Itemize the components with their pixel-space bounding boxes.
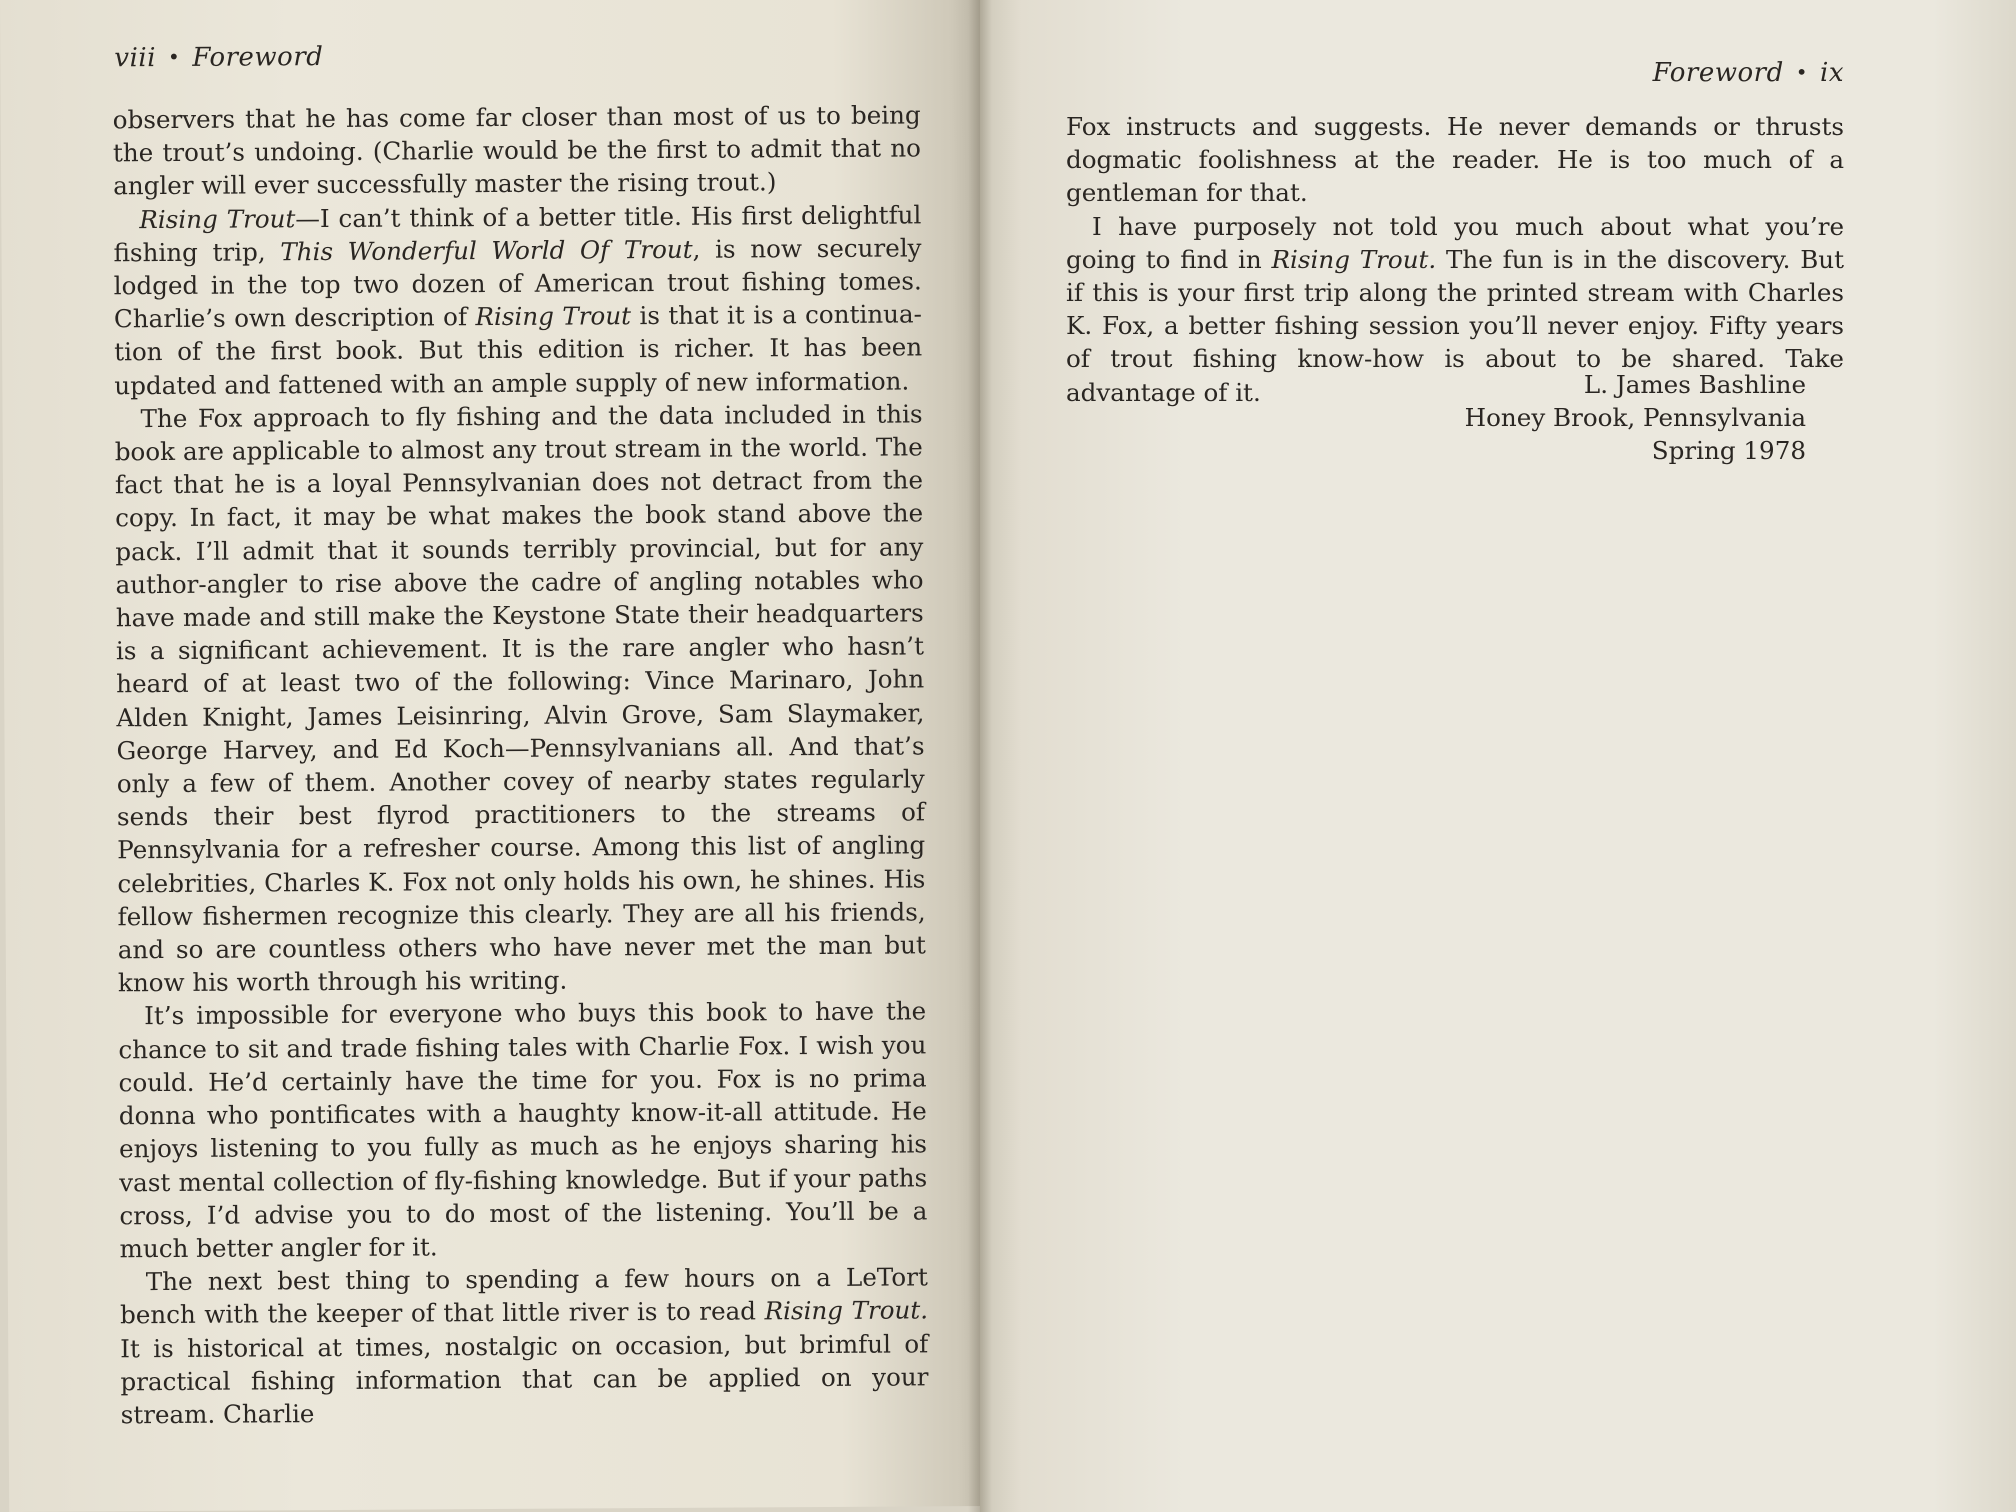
italic-title: Rising Trout. <box>764 1295 929 1326</box>
italic-title: Rising Trout <box>139 203 296 234</box>
text-run: The fun is in the discovery. But if this is your first trip along the printed stream with Charles K. Fox, a better fishing session you’ll never enjoy. Fifty years of trout fishing know-how is about to be shared. Take advantage of it. <box>1066 244 1845 407</box>
right-running-head-separator: • <box>1795 60 1809 84</box>
text-run: observers that he has come far closer than most of us to being the trout’s undoing. (Charlie would be the first to admit that no angler will ever successfully master the rising trout.) <box>112 100 922 201</box>
signature-block <box>1465 368 1806 467</box>
left-paragraph <box>118 995 928 1266</box>
right-page-number: ix <box>1820 58 1844 88</box>
right-body-text <box>1066 110 1844 409</box>
right-running-head <box>1653 58 1844 88</box>
italic-title: Rising Trout <box>475 301 632 332</box>
right-page <box>980 0 2016 1512</box>
text-run: The next best thing to spending a few hours on a LeTort bench with the keeper of that little river is to read <box>119 1262 928 1330</box>
signature-name: L. James Bashline <box>1583 370 1806 399</box>
text-run: The Fox approach to fly fishing and the data included in this book are applicable to almost any trout stream in the world. The fact that he is a loyal Pennsylvanian does not detract from the copy. In fact, it may be what makes the book stand above the pack. I’ll admit that it sounds terribly provincial, but for any author-angler to rise above the cadre of angling notables who have made and still make the Keystone State their headquarters is a significant achievement. It is the rare angler who hasn’t heard of at least two of the following: Vince Marinaro, John Alden Knight, James Leisinring, Alvin Grove, Sam Slaymaker, George Harvey, and Ed Koch—Pennsylvanians all. And that’s only a few of them. Another covey of nearby states regularly sends their best flyrod practitioners to the streams of Pennsylvania for a refresher course. Among this list of angling celebrities, Charles K. Fox not only holds his own, he shines. His fellow fishermen recognize this clearly. They are all his friends, and so are countless others who have never met the man but know his worth through his writing. <box>114 399 926 998</box>
text-run: It is historical at times, nostalgic on occasion, but brimful of practical fishing information that can be applied on your stream. Charlie <box>120 1328 929 1430</box>
left-running-head <box>114 42 323 73</box>
text-run: is that it is a continuation of the first book. But this edition is richer. It has been updated and fattened with an ample supply of new information. <box>114 299 923 400</box>
signature-date: Spring 1978 <box>1651 436 1806 465</box>
text-run: It’s impossible for everyone who buys this book to have the chance to sit and trade fishing tales with Charlie Fox. I wish you could. He’d certainly have the time for you. Fox is no prima donna who pontificates with a haughty know-it-all attitude. He enjoys listening to you fully as much as he enjoys sharing his vast mental collection of fly-fishing knowledge. But if your paths cross, I’d advise you to do most of the listening. You’ll be a much better angler for it. <box>118 996 928 1264</box>
left-paragraph <box>114 397 926 1000</box>
left-running-head-separator: • <box>167 44 181 69</box>
text-run: —I can’t think of a better title. His first delightful fishing trip, <box>113 199 922 268</box>
book-gutter <box>968 0 992 1512</box>
italic-title: This Wonderful World Of Trout <box>280 234 693 267</box>
text-run: , is now securely lodged in the top two dozen of American trout fishing tomes. Charlie’s own description of <box>113 233 922 334</box>
signature-place: Honey Brook, Pennsylvania <box>1464 403 1806 432</box>
italic-title: Rising Trout. <box>1271 244 1437 274</box>
text-run: I have purposely not told you much about what you’re going to find in <box>1066 211 1844 274</box>
right-paragraph <box>1066 110 1844 210</box>
left-body-text <box>113 98 929 1431</box>
left-section-title: Foreword <box>192 42 324 73</box>
left-paragraph <box>113 198 922 402</box>
left-page <box>0 0 989 1512</box>
left-paragraph <box>113 98 922 203</box>
left-page-number: viii <box>114 43 157 74</box>
right-section-title: Foreword <box>1652 58 1784 88</box>
text-run: Fox instructs and suggests. He never demands or thrusts dogmatic foolishness at the reader. He is too much of a gentleman for that. <box>1066 112 1844 208</box>
left-paragraph <box>120 1260 929 1431</box>
